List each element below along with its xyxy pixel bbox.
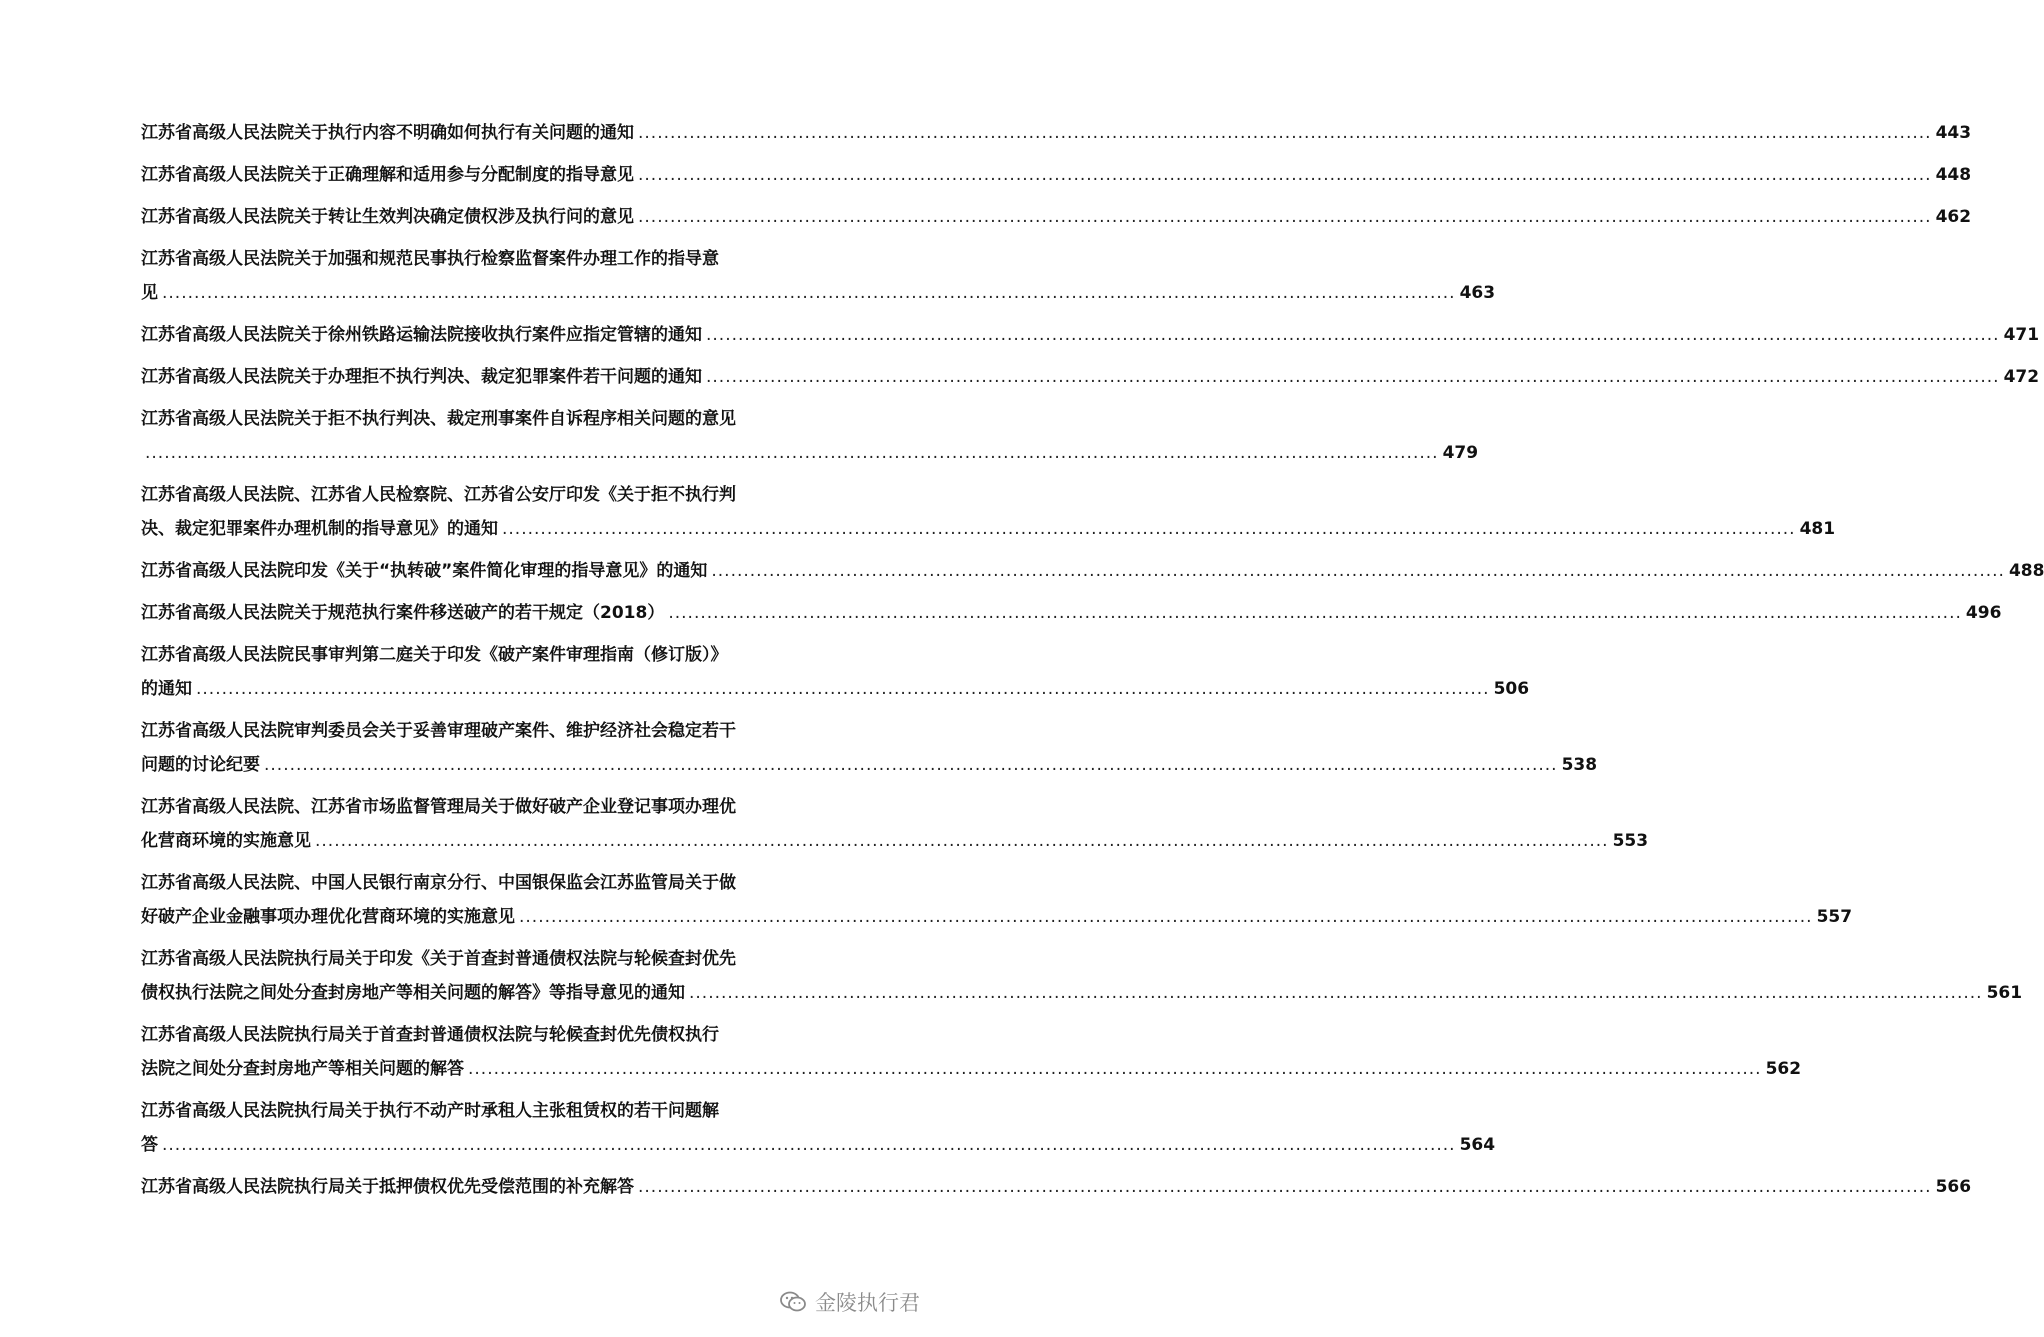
- toc-entry-page: 479: [1442, 443, 1479, 463]
- leader-dots: [638, 116, 1932, 150]
- toc-entry-page: 463: [1459, 283, 1496, 303]
- toc-entry-title: 江苏省高级人民法院关于拒不执行判决、裁定刑事案件自诉程序相关问题的意见: [141, 409, 736, 429]
- toc-entry-title: 江苏省高级人民法院关于加强和规范民事执行检察监督案件办理工作的指导意: [141, 249, 719, 269]
- toc-entry[interactable]: [141, 1094, 1496, 1162]
- toc-entry[interactable]: [141, 402, 1479, 470]
- toc-entry-page: 488: [2008, 561, 2044, 581]
- toc-entry[interactable]: [141, 942, 2023, 1010]
- toc-entry[interactable]: [141, 638, 1530, 706]
- toc-entry-title: 江苏省高级人民法院关于规范执行案件移送破产的若干规定（2018）: [141, 603, 665, 623]
- toc-entry[interactable]: [141, 116, 1972, 158]
- toc-entry-title: 江苏省高级人民法院印发《关于“执转破”案件简化审理的指导意见》的通知: [141, 561, 708, 581]
- leader-dots: [315, 824, 1609, 858]
- toc-entry[interactable]: [141, 242, 1496, 310]
- toc-entry-page: 471: [2003, 325, 2040, 345]
- leader-dots: [145, 436, 1439, 470]
- watermark: [779, 1287, 920, 1317]
- leader-dots: [689, 976, 1983, 1010]
- leader-dots: [711, 554, 2005, 588]
- toc-entry-page: 557: [1816, 907, 1853, 927]
- account-name: 金陵执行君: [815, 1291, 920, 1315]
- toc-entry[interactable]: [141, 596, 2002, 638]
- table-of-contents: [141, 116, 2044, 1212]
- toc-entry[interactable]: [141, 1170, 1972, 1212]
- toc-entry-page: 481: [1799, 519, 1836, 539]
- leader-dots: [638, 1170, 1932, 1204]
- leader-dots: [706, 318, 2000, 352]
- toc-entry-title: 江苏省高级人民法院执行局关于首查封普通债权法院与轮候查封优先债权执行: [141, 1025, 719, 1045]
- toc-entry-page: 462: [1935, 207, 1972, 227]
- leader-dots: [468, 1052, 1762, 1086]
- toc-entry-page: 472: [2003, 367, 2040, 387]
- leader-dots: [264, 748, 1558, 782]
- toc-entry-title: 江苏省高级人民法院关于徐州铁路运输法院接收执行案件应指定管辖的通知: [141, 325, 702, 345]
- toc-entry-title: 江苏省高级人民法院执行局关于抵押债权优先受偿范围的补充解答: [141, 1177, 634, 1197]
- toc-entry-title: 决、裁定犯罪案件办理机制的指导意见》的通知: [141, 519, 498, 539]
- toc-entry[interactable]: [141, 714, 1598, 782]
- toc-entry[interactable]: [141, 318, 2040, 360]
- toc-entry-page: 561: [1986, 983, 2023, 1003]
- toc-entry-title: 化营商环境的实施意见: [141, 831, 311, 851]
- wechat-icon: [779, 1290, 807, 1314]
- toc-entry-page: 443: [1935, 123, 1972, 143]
- leader-dots: [162, 276, 1456, 310]
- toc-entry-page: 496: [1965, 603, 2002, 623]
- toc-entry[interactable]: [141, 200, 1972, 242]
- leader-dots: [638, 158, 1932, 192]
- toc-entry-title: 江苏省高级人民法院执行局关于执行不动产时承租人主张租赁权的若干问题解: [141, 1101, 719, 1121]
- toc-entry-page: 448: [1935, 165, 1972, 185]
- toc-entry-title: 江苏省高级人民法院、江苏省人民检察院、江苏省公安厅印发《关于拒不执行判: [141, 485, 736, 505]
- leader-dots: [196, 672, 1490, 706]
- toc-entry-title: 问题的讨论纪要: [141, 755, 260, 775]
- leader-dots: [519, 900, 1813, 934]
- leader-dots: [502, 512, 1796, 546]
- toc-entry-title: 法院之间处分查封房地产等相关问题的解答: [141, 1059, 464, 1079]
- toc-entry-title: 债权执行法院之间处分查封房地产等相关问题的解答》等指导意见的通知: [141, 983, 685, 1003]
- toc-entry-title: 江苏省高级人民法院审判委员会关于妥善审理破产案件、维护经济社会稳定若干: [141, 721, 736, 741]
- toc-entry-page: 538: [1561, 755, 1598, 775]
- toc-entry-title: 江苏省高级人民法院关于办理拒不执行判决、裁定犯罪案件若干问题的通知: [141, 367, 702, 387]
- leader-dots: [668, 596, 1962, 630]
- toc-entry-page: 506: [1493, 679, 1530, 699]
- toc-entry[interactable]: [141, 790, 1649, 858]
- leader-dots: [638, 200, 1932, 234]
- toc-entry-title: 江苏省高级人民法院民事审判第二庭关于印发《破产案件审理指南（修订版）》: [141, 645, 728, 665]
- toc-entry-title: 江苏省高级人民法院关于正确理解和适用参与分配制度的指导意见: [141, 165, 634, 185]
- toc-entry[interactable]: [141, 554, 2044, 596]
- toc-entry-title: 江苏省高级人民法院执行局关于印发《关于首查封普通债权法院与轮候查封优先: [141, 949, 736, 969]
- toc-entry-page: 564: [1459, 1135, 1496, 1155]
- toc-entry[interactable]: [141, 866, 1853, 934]
- toc-entry-page: 553: [1612, 831, 1649, 851]
- toc-entry-title: 好破产企业金融事项办理优化营商环境的实施意见: [141, 907, 515, 927]
- toc-entry[interactable]: [141, 1018, 1802, 1086]
- toc-entry-title: 江苏省高级人民法院关于转让生效判决确定债权涉及执行问的意见: [141, 207, 634, 227]
- toc-entry[interactable]: [141, 158, 1972, 200]
- toc-entry-title: 江苏省高级人民法院关于执行内容不明确如何执行有关问题的通知: [141, 123, 634, 143]
- leader-dots: [162, 1128, 1456, 1162]
- toc-entry-title: 答: [141, 1135, 158, 1155]
- toc-entry[interactable]: [141, 360, 2040, 402]
- toc-entry-title: 的通知: [141, 679, 192, 699]
- toc-entry-title: 江苏省高级人民法院、江苏省市场监督管理局关于做好破产企业登记事项办理优: [141, 797, 736, 817]
- toc-entry-page: 566: [1935, 1177, 1972, 1197]
- toc-entry-title: 见: [141, 283, 158, 303]
- toc-entry-page: 562: [1765, 1059, 1802, 1079]
- leader-dots: [706, 360, 2000, 394]
- toc-entry[interactable]: [141, 478, 1836, 546]
- toc-entry-title: 江苏省高级人民法院、中国人民银行南京分行、中国银保监会江苏监管局关于做: [141, 873, 736, 893]
